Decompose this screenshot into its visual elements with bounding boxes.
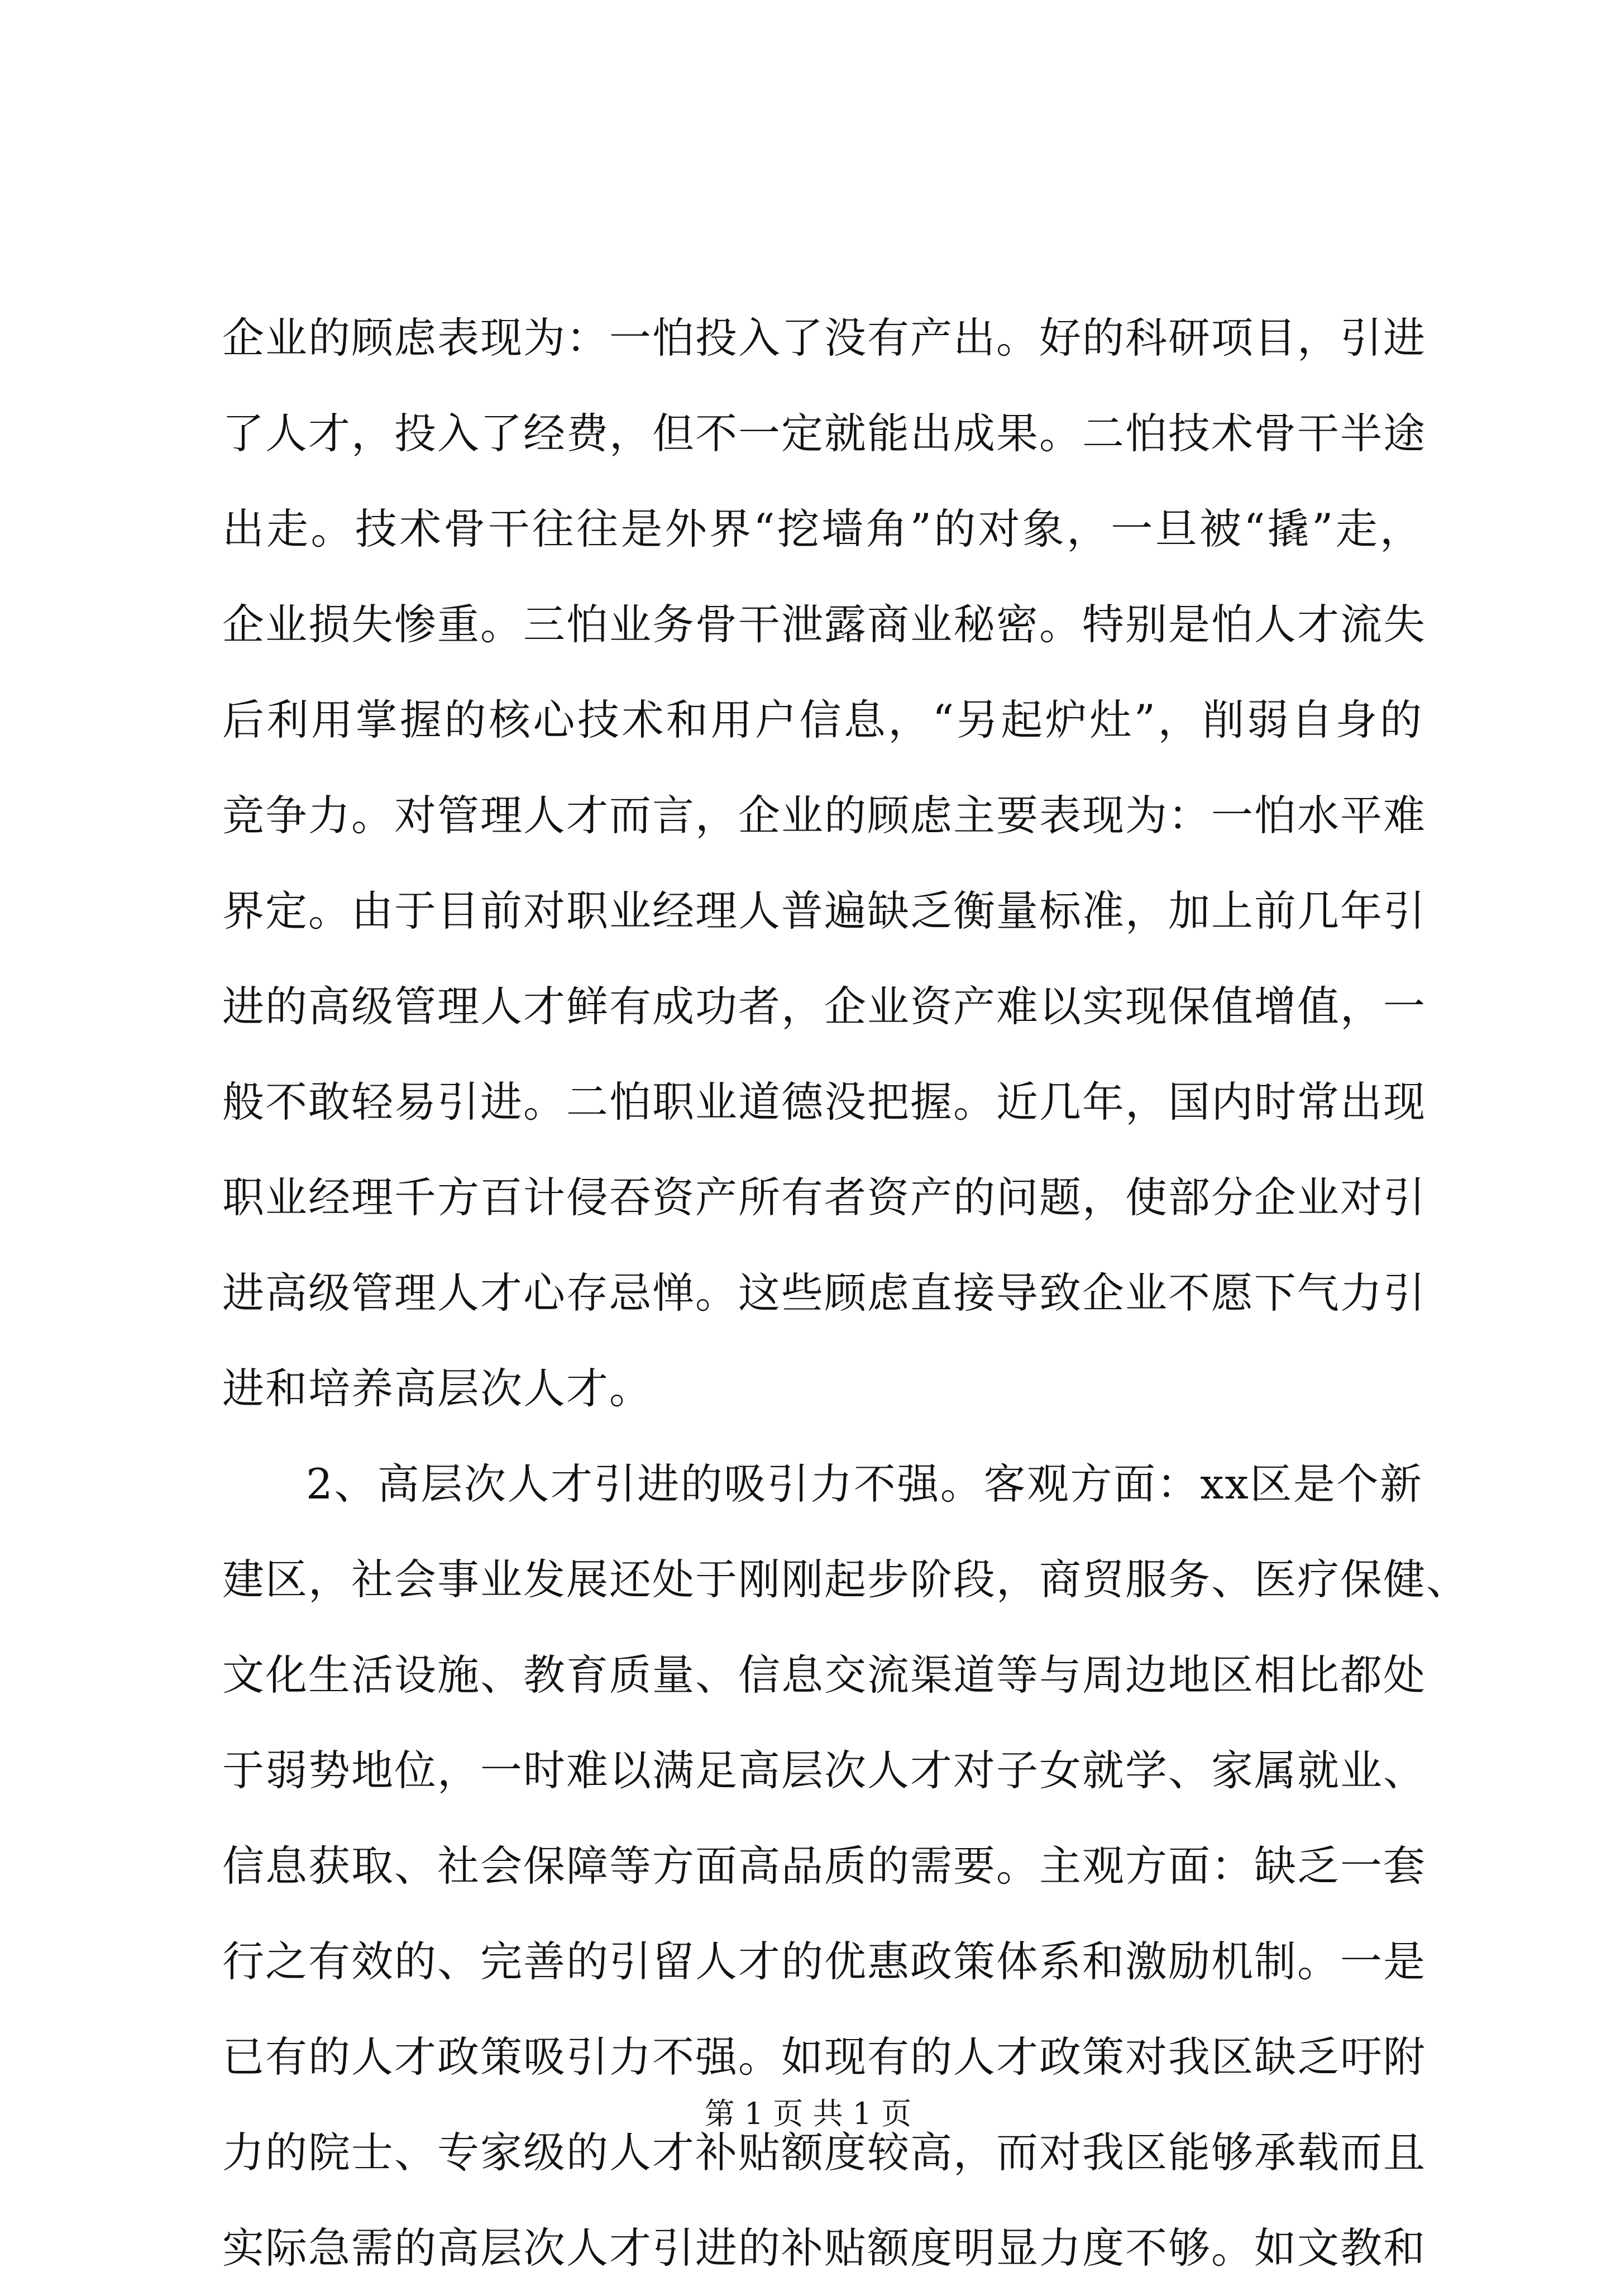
text-line: 实际急需的高层次人才引进的补贴额度明显力度不够。如文教和 (222, 2223, 1427, 2273)
page-number-label: 第 1 页 共 1 页 (704, 2096, 912, 2131)
text-line: 2、高层次人才引进的吸引力不强。客观方面：xx区是个新 (306, 1459, 1423, 1509)
text-line: 信息获取、社会保障等方面高品质的需要。主观方面：缺乏一套 (222, 1841, 1427, 1891)
text-line: 企业的顾虑表现为：一怕投入了没有产出。好的科研项目，引进 (222, 313, 1427, 362)
text-line: 行之有效的、完善的引留人才的优惠政策体系和激励机制。一是 (222, 1937, 1427, 1986)
text-line: 于弱势地位，一时难以满足高层次人才对子女就学、家属就业、 (222, 1746, 1427, 1795)
page-footer (0, 2094, 1616, 2133)
text-line: 界定。由于目前对职业经理人普遍缺乏衡量标准，加上前几年引 (222, 886, 1427, 935)
text-line: 已有的人才政策吸引力不强。如现有的人才政策对我区缺乏吁附 (222, 2032, 1427, 2082)
text-line: 企业损失惨重。三怕业务骨干泄露商业秘密。特别是怕人才流失 (222, 600, 1427, 649)
text-line: 后利用掌握的核心技术和用户信息，“另起炉灶”，削弱自身的 (222, 695, 1423, 744)
text-line: 进和培养高层次人才。 (222, 1364, 653, 1413)
text-line: 了人才，投入了经费，但不一定就能出成果。二怕技术骨干半途 (222, 409, 1427, 458)
text-line: 建区，社会事业发展还处于刚刚起步阶段，商贸服务、医疗保健、 (222, 1555, 1470, 1604)
text-line: 进高级管理人才心存忌惮。这些顾虑直接导致企业不愿下气力引 (222, 1268, 1427, 1318)
text-line: 进的高级管理人才鲜有成功者，企业资产难以实现保值增值，一 (222, 982, 1427, 1031)
text-line: 力的院士、专家级的人才补贴额度较高，而对我区能够承载而且 (222, 2128, 1427, 2177)
text-line: 职业经理千方百计侵吞资产所有者资产的问题，使部分企业对引 (222, 1173, 1427, 1222)
text-line: 出走。技术骨干往往是外界“挖墙角”的对象，一旦被“撬”走， (222, 504, 1423, 553)
text-line: 般不敢轻易引进。二怕职业道德没把握。近几年，国内时常出现 (222, 1077, 1427, 1126)
text-line: 文化生活设施、教育质量、信息交流渠道等与周边地区相比都处 (222, 1650, 1427, 1700)
document-body (222, 290, 1470, 2296)
text-line: 竞争力。对管理人才而言，企业的顾虑主要表现为：一怕水平难 (222, 791, 1427, 840)
